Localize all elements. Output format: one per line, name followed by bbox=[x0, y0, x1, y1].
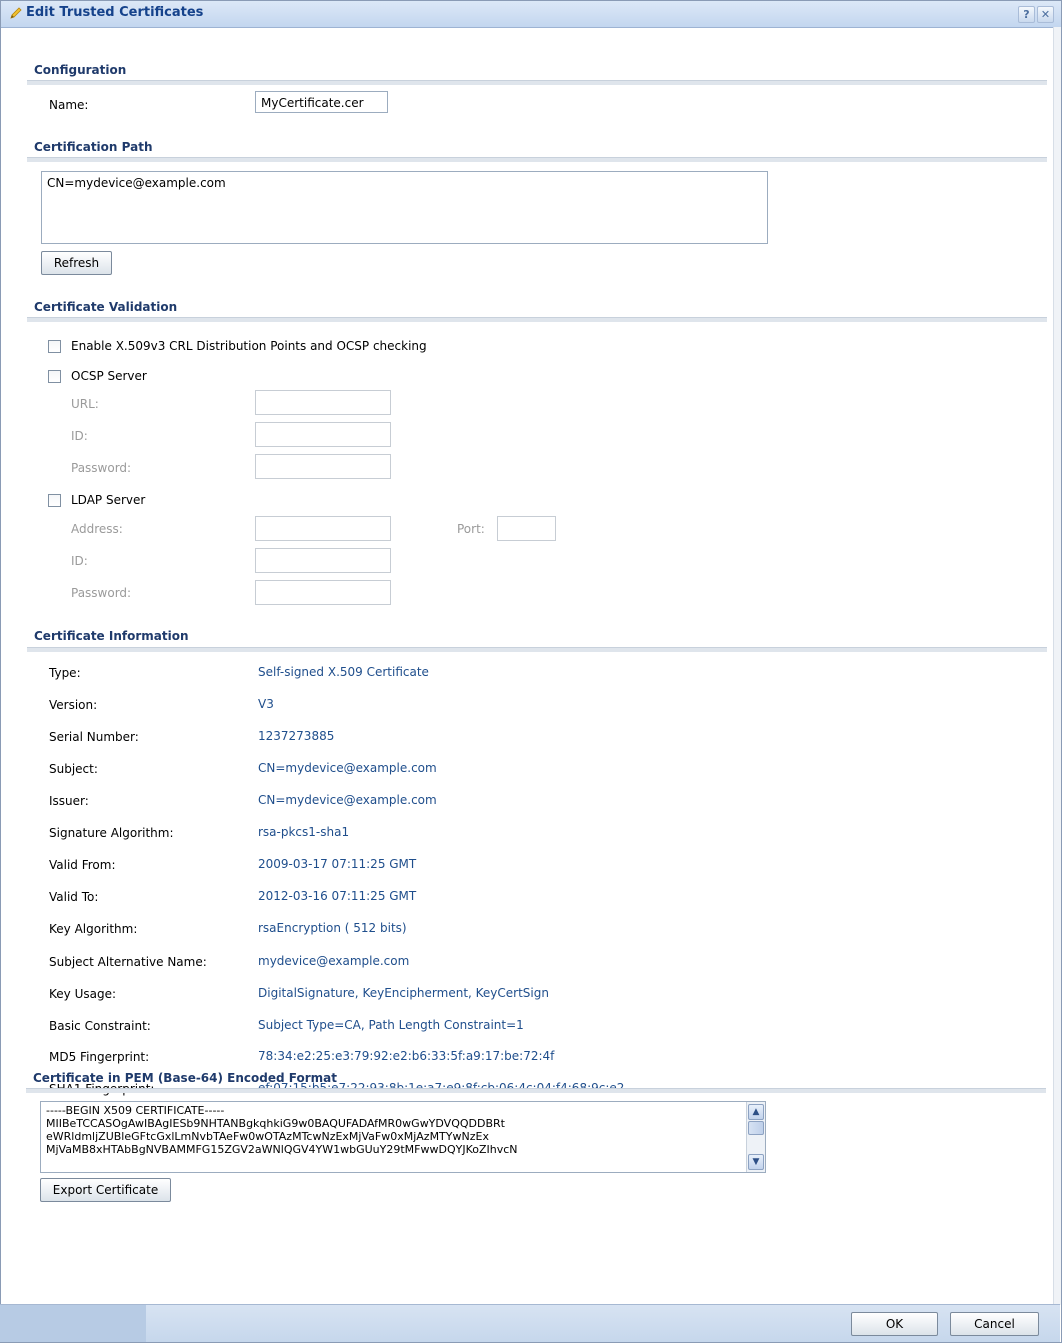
export-certificate-button[interactable]: Export Certificate bbox=[40, 1178, 171, 1202]
configuration-heading: Configuration bbox=[34, 63, 127, 77]
info-row-value: 2012-03-16 07:11:25 GMT bbox=[258, 889, 417, 903]
refresh-button[interactable]: Refresh bbox=[41, 251, 112, 275]
pem-text: -----BEGIN X509 CERTIFICATE----- MIIBeTCCASOgAwIBAgIESb9NHTANBgkqhkiG9w0BAQUFADAfMR0wGwYDVQQDDBRt eWRldmljZUBleGFtcGxlLmNvbTAeFw0wOTAzMTcwNzExMjVaFw0xMjAzMTYwNzEx MjVaMB8xHTAbBgNVBAMMFG15ZGV2aWNlQGV4YW1wbGUuY29tMFwwDQYJKoZIhvcN bbox=[46, 1104, 518, 1156]
ldap-server-label: LDAP Server bbox=[71, 493, 146, 507]
info-row-value: rsa-pkcs1-sha1 bbox=[258, 825, 350, 839]
footer-left-panel bbox=[0, 1305, 146, 1342]
title-bar bbox=[1, 1, 1061, 28]
ocsp-id-label: ID: bbox=[71, 429, 88, 443]
scroll-thumb[interactable] bbox=[748, 1121, 764, 1135]
right-scroll-gutter bbox=[1053, 27, 1061, 1305]
info-row-value: Self-signed X.509 Certificate bbox=[258, 665, 429, 679]
help-icon[interactable]: ? bbox=[1018, 6, 1035, 23]
info-row-value: rsaEncryption ( 512 bits) bbox=[258, 921, 407, 935]
name-input[interactable]: MyCertificate.cer bbox=[255, 91, 388, 113]
dialog-title: Edit Trusted Certificates bbox=[26, 5, 204, 20]
ldap-port-label: Port: bbox=[457, 522, 485, 536]
info-row-value: 2009-03-17 07:11:25 GMT bbox=[258, 857, 417, 871]
ok-button[interactable]: OK bbox=[851, 1312, 938, 1336]
ocsp-server-label: OCSP Server bbox=[71, 369, 147, 383]
info-row-label: Valid From: bbox=[49, 858, 116, 872]
ldap-id-label: ID: bbox=[71, 554, 88, 568]
section-divider bbox=[27, 647, 1047, 652]
pem-scrollbar[interactable] bbox=[746, 1102, 765, 1172]
ocsp-url-label: URL: bbox=[71, 397, 99, 411]
crl-label: Enable X.509v3 CRL Distribution Points and OCSP checking bbox=[71, 339, 427, 353]
info-row-label: Key Algorithm: bbox=[49, 922, 138, 936]
info-row-label: Valid To: bbox=[49, 890, 99, 904]
info-row-label: Version: bbox=[49, 698, 98, 712]
crl-checkbox[interactable] bbox=[48, 340, 61, 353]
certification-path-heading: Certification Path bbox=[34, 140, 153, 154]
section-divider bbox=[26, 1088, 1046, 1093]
info-row-value: V3 bbox=[258, 697, 274, 711]
edit-icon bbox=[9, 6, 23, 20]
info-row-value: CN=mydevice@example.com bbox=[258, 761, 437, 775]
info-row-value: 78:34:e2:25:e3:79:92:e2:b6:33:5f:a9:17:be:72:4f bbox=[258, 1049, 555, 1063]
info-row-label: MD5 Fingerprint: bbox=[49, 1050, 150, 1064]
info-row-label: Subject Alternative Name: bbox=[49, 955, 207, 969]
ocsp-url-input[interactable] bbox=[255, 390, 391, 415]
certification-path-list[interactable] bbox=[41, 171, 768, 244]
info-row-value: Subject Type=CA, Path Length Constraint=1 bbox=[258, 1018, 524, 1032]
ocsp-password-label: Password: bbox=[71, 461, 132, 475]
certificate-validation-heading: Certificate Validation bbox=[34, 300, 178, 314]
scroll-up-icon[interactable]: ▲ bbox=[748, 1104, 764, 1120]
info-row-label: Key Usage: bbox=[49, 987, 117, 1001]
ldap-password-input[interactable] bbox=[255, 580, 391, 605]
info-row-label: Subject: bbox=[49, 762, 98, 776]
info-row-label: Type: bbox=[49, 666, 81, 680]
info-row-label: Issuer: bbox=[49, 794, 89, 808]
section-divider bbox=[27, 317, 1047, 322]
pem-heading: Certificate in PEM (Base-64) Encoded Format bbox=[33, 1071, 337, 1085]
close-icon[interactable]: ✕ bbox=[1037, 6, 1054, 23]
name-label: Name: bbox=[49, 98, 89, 112]
info-row-label: Serial Number: bbox=[49, 730, 139, 744]
info-row-value: DigitalSignature, KeyEncipherment, KeyCertSign bbox=[258, 986, 549, 1000]
ocsp-server-checkbox[interactable] bbox=[48, 370, 61, 383]
dialog-footer bbox=[0, 1304, 1060, 1342]
info-row-value: mydevice@example.com bbox=[258, 954, 410, 968]
ldap-server-checkbox[interactable] bbox=[48, 494, 61, 507]
info-row-label: Basic Constraint: bbox=[49, 1019, 151, 1033]
certification-path-item[interactable]: CN=mydevice@example.com bbox=[47, 176, 226, 190]
pem-textarea[interactable] bbox=[40, 1101, 766, 1173]
cancel-button[interactable]: Cancel bbox=[950, 1312, 1039, 1336]
section-divider bbox=[27, 80, 1047, 85]
ldap-password-label: Password: bbox=[71, 586, 132, 600]
info-row-value: 1237273885 bbox=[258, 729, 335, 743]
certificate-information-heading: Certificate Information bbox=[34, 629, 189, 643]
ldap-address-label: Address: bbox=[71, 522, 123, 536]
ldap-port-input[interactable] bbox=[497, 516, 556, 541]
ocsp-password-input[interactable] bbox=[255, 454, 391, 479]
ocsp-id-input[interactable] bbox=[255, 422, 391, 447]
info-row-value: CN=mydevice@example.com bbox=[258, 793, 437, 807]
section-divider bbox=[27, 157, 1047, 162]
info-row-label: Signature Algorithm: bbox=[49, 826, 174, 840]
ldap-id-input[interactable] bbox=[255, 548, 391, 573]
ldap-address-input[interactable] bbox=[255, 516, 391, 541]
scroll-down-icon[interactable]: ▼ bbox=[748, 1154, 764, 1170]
